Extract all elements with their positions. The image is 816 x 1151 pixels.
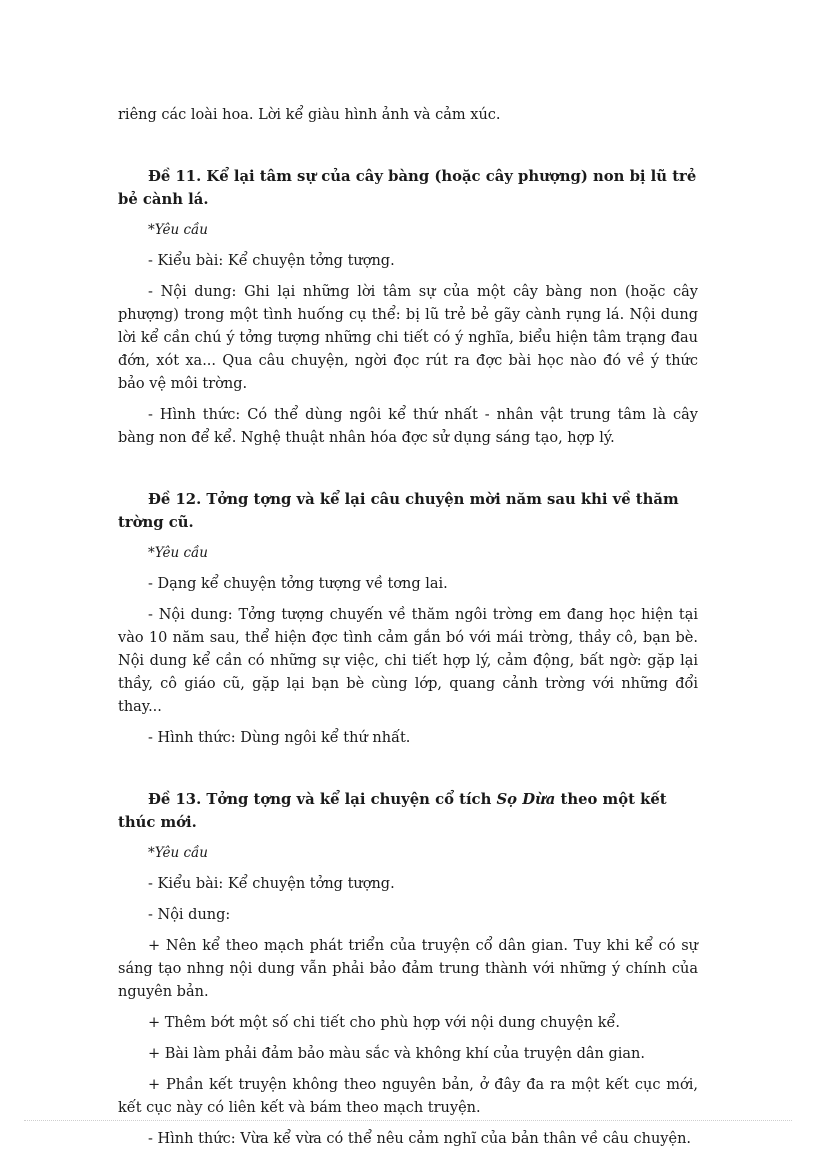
section-11-content: - Nội dung: Ghi lại những lời tâm sự của một cây bàng non (hoặc cây phượng) trong một tình huống cụ thể: bị lũ trẻ bẻ gãy cành rụng lá. Nội dung lời kể cần chú ý tởng tượng những chi tiết có ý nghĩa, biểu hiện tâm trạng đau đớn, xót xa... Qua câu chuyện, ngời đọc rút ra đợc bài học nào đó về ý thức bảo vệ môi trờng.: [118, 284, 698, 392]
section-11-requirement: *Yêu cầu: [148, 222, 208, 238]
section-11-form: - Hình thức: Có thể dùng ngôi kể thứ nhất - nhân vật trung tâm là cây bàng non để kể. Nghệ thuật nhân hóa đợc sử dụng sáng tạo, hợp lý.: [118, 407, 698, 446]
section-13-bullet-1: + Nên kể theo mạch phát triển của truyện cổ dân gian. Tuy khi kể có sự sáng tạo nhng nội dung vẫn phải bảo đảm trung thành với những ý chính của nguyên bản.: [118, 938, 698, 1000]
page-bottom-divider: [24, 1120, 792, 1121]
section-13-bullet-2: + Thêm bớt một số chi tiết cho phù hợp với nội dung chuyện kể.: [148, 1015, 621, 1031]
section-13-title-prefix: Đề 13. Tởng tợng và kể lại chuyện cổ tích: [148, 791, 497, 808]
section-12-form: - Hình thức: Dùng ngôi kể thứ nhất.: [148, 730, 411, 746]
section-12-content: - Nội dung: Tởng tượng chuyến về thăm ngôi trờng em đang học hiện tại vào 10 năm sau, thể hiện đợc tình cảm gắn bó với mái trờng, thầy cô, bạn bè. Nội dung kể cần có những sự việc, chi tiết hợp lý, cảm động, bất ngờ: gặp lại thầy, cô giáo cũ, gặp lại bạn bè cùng lớp, quang cảnh trờng với những đổi thay...: [118, 607, 698, 715]
section-13-type: - Kiểu bài: Kể chuyện tởng tượng.: [148, 876, 395, 892]
section-13-title-suffix: theo một kết thúc mới.: [118, 791, 667, 831]
section-13-title-italic: Sọ Dừa: [496, 791, 556, 808]
section-13-content-label: - Nội dung:: [148, 907, 231, 923]
document-page: [118, 104, 698, 1151]
section-13-requirement: *Yêu cầu: [148, 845, 208, 861]
section-12-type: - Dạng kể chuyện tởng tượng về tơng lai.: [148, 576, 448, 592]
section-11-title: Đề 11. Kể lại tâm sự của cây bàng (hoặc cây phượng) non bị lũ trẻ bẻ cành lá.: [118, 168, 697, 208]
section-13-title: [118, 788, 698, 834]
section-13-bullet-3: + Bài làm phải đảm bảo màu sắc và không khí của truyện dân gian.: [148, 1046, 645, 1062]
section-13-form: - Hình thức: Vừa kể vừa có thể nêu cảm nghĩ của bản thân về câu chuyện.: [148, 1131, 692, 1147]
section-12-title: Đề 12. Tởng tợng và kể lại câu chuyện mời năm sau khi về thăm trờng cũ.: [118, 491, 679, 531]
section-12-requirement: *Yêu cầu: [148, 545, 208, 561]
intro-line: riêng các loài hoa. Lời kể giàu hình ảnh và cảm xúc.: [118, 107, 501, 123]
section-11-type: - Kiểu bài: Kể chuyện tởng tượng.: [148, 253, 395, 269]
section-13-bullet-4: + Phần kết truyện không theo nguyên bản, ở đây đa ra một kết cục mới, kết cục này có liên kết và bám theo mạch truyện.: [118, 1077, 698, 1116]
